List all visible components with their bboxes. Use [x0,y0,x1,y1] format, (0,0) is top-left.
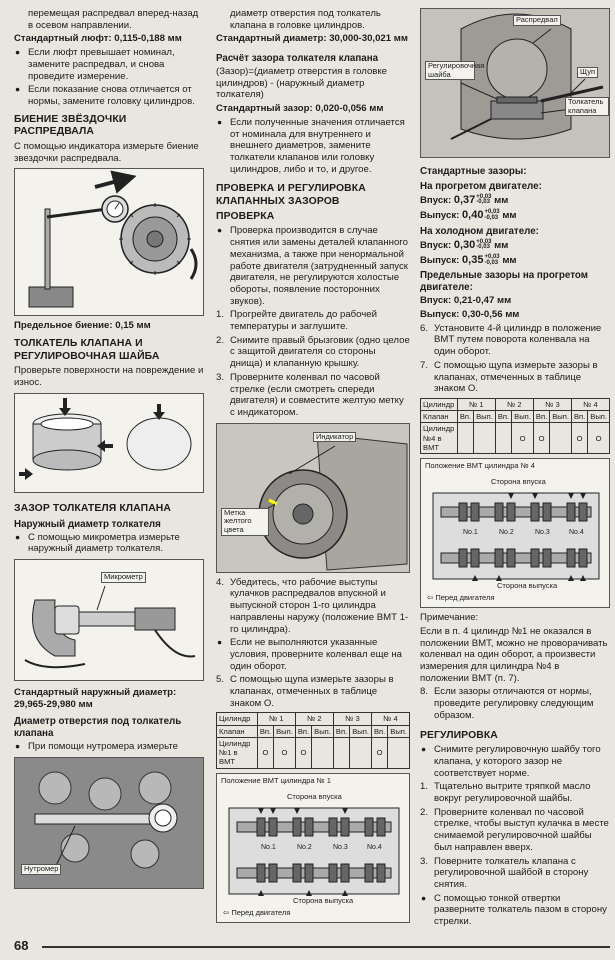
subheading-hot-engine: На прогретом двигателе: [420,180,542,192]
table-cell: Вп. [257,725,273,737]
step-text: Снимите правый брызговик (одно целое с защитой двигателя со стороны днища) и клапанную крышку. [230,334,410,370]
step-number: 3. [420,855,429,867]
spec-runout-limit: Предельное биение: 0,15 мм [14,320,151,332]
table-header: № 3 [333,713,371,725]
bullet: ● С помощью тонкой отвертки разверните толкатель пазом в сторону стрелки. [420,893,610,928]
table-header: № 1 [257,713,295,725]
heading-lifter-shim: ТОЛКАТЕЛЬ КЛАПАНА И РЕГУЛИРОВОЧНАЯ ШАЙБА [14,338,160,362]
table-cell: Вып. [312,725,334,737]
step-item [420,807,610,854]
spec-cold-exhaust [420,254,610,267]
step-item [420,856,610,891]
label-yellow-mark: Метка желтого цвета [221,508,269,536]
heading-check: ПРОВЕРКА [216,210,275,222]
table-cell: Вп. [333,725,349,737]
step-number: 1. [216,309,225,321]
exhaust-side-label: Сторона выпуска [497,581,558,591]
figure-tdc-cyl1 [216,773,410,923]
step-text: Проверните коленвал по часовой стрелке, чтобы выступ кулачка в месте снимаемой регулировочной шайбы был направлен вверх. [434,806,609,853]
figure-feeler-gauge [420,8,610,158]
tol-plus: +0,03 [476,238,492,245]
step-item [216,335,410,370]
subheading-standard-clearances: Стандартные зазоры: [420,166,527,177]
spec-label: Выпуск: [420,210,460,222]
table-cell: О [371,737,387,768]
subheading-clearance-calc: Расчёт зазора толкателя клапана [216,53,379,65]
spec-endplay: Стандартный люфт: 0,115-0,188 мм [14,33,182,45]
step-text: Проверните коленвал по часовой стрелке (если смотреть спереди двигателя) и совместите желтую метку с индикатором. [230,371,404,418]
step-item [216,577,410,636]
unit: мм [502,255,517,267]
bullet: ● Снимите регулировочную шайбу того клапана, у которого зазор не соответствует норме. [420,744,610,779]
page-number: 68 [14,938,29,953]
table-cell: Вып. [588,411,610,423]
tol-plus: +0,03 [484,254,500,261]
tol-minus: -0,03 [476,199,490,206]
table-cell: Вып. [512,411,534,423]
bullet: ● Проверка производится в случае снятия или замены деталей клапанного механизма, а также при ненормальной работе двигателя (затрудненный запуск двигателя, не регулируются холостые обороты, появление посторонних звуков). [216,225,410,307]
table-cell: Вып. [350,725,372,737]
front-label-text: Перед двигателя [231,907,291,917]
spec-limit-intake: Впуск: 0,21-0,47 мм [420,295,512,307]
spec-label: Выпуск: [420,255,460,267]
table-cell: О [257,737,273,768]
table-cell: О [588,423,610,454]
step-item [216,309,410,332]
spec-value: 0,35 [462,254,484,267]
step-text: С помощью щупа измерьте зазоры в клапанах, отмеченных в таблице знаком О. [434,359,598,395]
feeler-gauge-illustration [421,9,610,158]
arrow-left-icon: ⇦ [223,907,232,917]
table-row-label: Цилиндр №4 в ВМТ [421,423,458,454]
note-text: Если в п. 4 цилиндр №1 не оказался в положении ВМТ, можно не проворачивать коленвал на один оборот, а произвести измерения для цилиндра №4 в положении ВМТ (п. 7). [420,625,608,684]
table-cell: Вп. [457,411,473,423]
table-cell [333,737,349,768]
figure-title: Положение ВМТ цилиндра № 1 [221,775,331,785]
label-indicator: Индикатор [313,432,356,443]
subheading-outer-diameter: Наружный диаметр толкателя [14,518,161,530]
table-header: № 4 [371,713,409,725]
front-of-engine-label [427,593,494,602]
footer-rule [42,946,610,948]
bullet: ● Если люфт превышает номинал, замените распредвал, и снова проведите измерение. [14,47,204,82]
step-item [420,323,610,358]
exhaust-side-label: Сторона выпуска [293,895,354,905]
spec-limit-exhaust: Выпуск: 0,30-0,56 мм [420,309,520,321]
heading-adjustment: РЕГУЛИРОВКА [420,729,498,741]
table-header: № 1 [457,398,495,410]
table-cell [350,737,372,768]
step-text: С помощью щупа измерьте зазоры в клапанах, отмеченных в таблице знаком О. [230,674,394,709]
table-cell [457,423,473,454]
table-cell: Вп. [371,725,387,737]
spec-hot-exhaust [420,209,610,222]
label-shim: Регулировочная шайба [425,61,475,80]
step-text: Поверните толкатель клапана с регулировочной шайбой в сторону снятия. [434,855,589,890]
dial-indicator-illustration [15,169,204,316]
step-number: 3. [216,371,225,383]
unit: мм [502,210,517,222]
table-cell [388,737,410,768]
spec-value: 0,40 [462,209,484,222]
tolerance [484,210,499,221]
step-text: Если зазоры отличаются от нормы, проведите регулировку следующим образом. [434,686,594,721]
table-header: Цилиндр [421,398,458,410]
step-text: Тщательно вытрите тряпкой масло вокруг регулировочной шайбы. [434,781,591,805]
spec-bore-diameter: Стандартный диаметр: 30,000-30,021 мм [216,33,408,45]
step-number: 5. [216,674,225,686]
table-header: № 4 [571,398,609,410]
clearance-table-cyl1 [216,712,410,768]
label-micrometer: Микрометр [101,572,146,583]
table-cell [474,423,496,454]
tolerance [476,240,491,251]
table-cell: Вп. [533,411,549,423]
subheading-bore-diameter: Диаметр отверстия под толкатель клапана [14,716,182,740]
paragraph: диаметр отверстия под толкатель клапана в головке цилиндров. [230,8,381,31]
heading-valve-clearance: ПРОВЕРКА И РЕГУЛИРОВКА КЛАПАННЫХ ЗАЗОРОВ [216,183,366,208]
bullet: ● Если не выполняются указанные условия, проверните коленвал еще на один оборот. [216,637,410,672]
cam-label: No.1 [261,843,276,851]
tol-plus: +0,03 [484,209,500,216]
step-text: Прогрейте двигатель до рабочей температуры и заглушите. [230,309,377,333]
step-text: Установите 4-й цилиндр в положение ВМТ путем поворота коленвала на один оборот. [434,322,602,358]
cam-label: No.4 [367,843,382,851]
subheading-cold-engine: На холодном двигателе: [420,225,539,237]
table-cell: О [274,737,296,768]
table-cell: Вп. [295,725,311,737]
tolerance [484,255,499,266]
table-header: № 3 [533,398,571,410]
figure-lifter-inspection [14,393,204,493]
label-bore-gauge: Нутромер [21,864,61,875]
table-header: Цилиндр [217,713,258,725]
spec-value: 0,30 [453,238,476,251]
step-number: 7. [420,359,429,371]
crankshaft-pulley-illustration [217,424,410,573]
cam-label: No.4 [569,529,584,537]
table-cell [495,423,511,454]
table-cell [312,737,334,768]
figure-crank-pulley [216,423,410,573]
column-middle [216,8,410,927]
spec-hot-intake [420,194,610,207]
step-item [420,781,610,804]
label-camshaft: Распредвал [513,15,561,26]
label-lifter: Толкатель клапана [565,97,609,116]
table-cell: Вп. [571,411,587,423]
arrow-left-icon: ⇦ [427,593,436,603]
spec-label: Впуск: [420,194,452,206]
paragraph: Проверьте поверхности на повреждение и износ. [14,365,204,389]
bullet: ● С помощью микрометра измерьте наружный диаметр толкателя. [14,532,204,555]
spec-value: 0,37 [453,193,476,206]
intake-side-label: Сторона впуска [491,477,546,487]
paragraph: С помощью индикатора измерьте биение звездочки распредвала. [14,141,199,164]
tol-minus: -0,03 [484,259,499,266]
step-number: 6. [420,322,429,334]
tolerance [476,195,491,206]
table-cell: О [295,737,311,768]
unit: мм [494,194,509,206]
figure-micrometer [14,559,204,681]
spec-label: Впуск: [420,239,452,251]
heading-sprocket-runout: БИЕНИЕ ЗВЁЗДОЧКИ РАСПРЕДВАЛА [14,113,127,138]
cam-label: No.2 [297,843,312,851]
table-cell: Вп. [495,411,511,423]
figure-runout [14,168,204,316]
table-header: № 2 [295,713,333,725]
table-header: Клапан [217,725,258,737]
unit: мм [494,239,509,251]
note-heading: Примечание: [420,612,479,624]
heading-lifter-clearance: ЗАЗОР ТОЛКАТЕЛЯ КЛАПАНА [14,502,172,514]
table-cell: Вып. [550,411,572,423]
step-item [216,372,410,419]
step-number: 8. [420,686,429,698]
front-label-text: Перед двигателя [435,593,495,603]
table-row-label: Цилиндр №1 в ВМТ [217,737,258,768]
intake-side-label: Сторона впуска [287,791,342,801]
table-header: Клапан [421,411,458,423]
step-text: Убедитесь, что рабочие выступы кулачков распредвалов впускной и выпускной сторон 1-го цилиндра направлены наружу (положение ВМТ 1-го цилиндра). [230,576,409,635]
step-item [420,686,610,721]
step-number: 2. [216,334,225,346]
cam-label: No.1 [463,529,478,537]
table-cell [550,423,572,454]
table-cell: О [533,423,549,454]
tol-minus: -0,03 [476,244,490,251]
table-cell: Вып. [274,725,296,737]
column-right [420,8,610,930]
table-header: № 2 [495,398,533,410]
figure-tdc-cyl4 [420,458,610,608]
table-cell: Вып. [474,411,496,423]
spec-standard-gap: Стандартный зазор: 0,020-0,056 мм [216,103,384,115]
cam-label: No.3 [535,529,550,537]
tol-plus: +0,03 [476,193,492,200]
step-number: 1. [420,781,429,793]
figure-title: Положение ВМТ цилиндра № 4 [425,461,535,471]
lifter-illustration [15,394,204,493]
table-cell: Вып. [388,725,410,737]
column-left [14,8,204,893]
step-item [216,674,410,709]
spec-cold-intake [420,239,610,252]
bullet: ● При помощи нутромера измерьте [14,741,204,753]
step-number: 4. [216,576,225,588]
subheading-limit-clearances: Предельные зазоры на прогретом двигателе: [420,270,588,294]
tol-minus: -0,03 [484,214,499,221]
cam-label: No.3 [333,843,348,851]
step-number: 2. [420,806,429,818]
paragraph: перемещая распредвал вперед-назад в осевом направлении. [28,8,199,31]
cam-label: No.2 [499,529,514,537]
step-item [420,360,610,395]
table-cell: О [512,423,534,454]
figure-bore-gauge [14,757,204,889]
spec-outer-diameter: Стандартный наружный диаметр: 29,965-29,980 мм [14,686,177,710]
bullet: ● Если полученные значения отличается от номинала для внутреннего и внешнего диаметров, замените толкатели клапанов или головку цилиндров, либо и то, и другое. [216,117,410,176]
table-cell: О [571,423,587,454]
front-of-engine-label [223,908,290,917]
bullet: ● Если показание снова отличается от нормы, замените головку цилиндров. [14,84,204,107]
clearance-table-cyl4 [420,398,610,454]
formula: (Зазор)=(диаметр отверстия в головке цилиндров) - (наружный диаметр толкателя) [216,66,388,101]
label-feeler: Щуп [577,67,598,78]
